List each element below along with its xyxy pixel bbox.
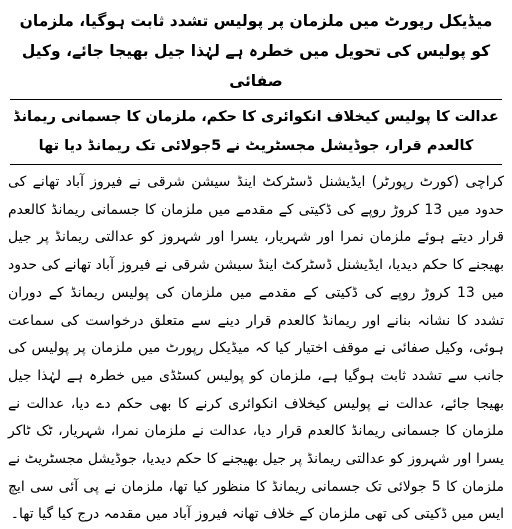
article-body <box>6 169 506 529</box>
article-subheadline: عدالت کا پولیس کیخلاف انکوائری کا حکم، ملزمان کا جسمانی ریمانڈ کالعدم قرار، جوڈیشل مجسٹریٹ نے 5جولائی تک ریمانڈ دیا تھا <box>13 109 499 154</box>
article-headline: میڈیکل رپورٹ میں ملزمان پر پولیس تشدد ثابت ہوگیا، ملزمان کو پولیس کی تحویل میں خطرہ ہے لہٰذا جیل بھیجا جائے، وکیل صفائی <box>19 12 493 90</box>
subheadline-divider <box>10 164 502 165</box>
article-dateline: کراچی (کورٹ رپورٹر) <box>371 174 505 190</box>
article-body-text: ایڈیشنل ڈسٹرکٹ اینڈ سیشن شرقی نے فیروز آباد تھانے کی حدود میں 13 کروڑ روپے کی ڈکیتی کے مقدمے میں ملزمان کا جسمانی ریمانڈ کالعدم قرار دیتے ہوئے ملزمان نمرا اور شہریار، یسرا اور شہروز کو عدالتی ریمانڈ پر جیل بھیجنے کا حکم دیدیا، ایڈیشنل ڈسٹرکٹ اینڈ سیشن شرقی نے فیروز آباد تھانے کی حدود میں 13 کروڑ روپے کی ڈکیتی کے مقدمے میں ملزمان کی پولیس ریمانڈ کے دوران تشدد کا نشانہ بنانے اور ریمانڈ کالعدم قرار دینے سے متعلق درخواست کی سماعت ہوئی، وکیل صفائی نے موقف اختیار کیا کہ میڈیکل رپورٹ میں ملزمان پر پولیس کی جانب سے تشدد ثابت ہوگیا ہے، ملزمان کو پولیس کسٹڈی میں خطرہ ہے لہٰذا جیل بھیجا جائے، عدالت نے پولیس کیخلاف انکوائری کرنے کا بھی حکم دے دیا، عدالت نے ملزمان کا جسمانی ریمانڈ کالعدم قرار دیا، عدالت نے ملزمان نمرا، شہریار، ٹک ٹاکر یسرا اور شہروز کو عدالتی ریمانڈ پر جیل بھیجنے کا حکم دیدیا، جوڈیشل مجسٹریٹ نے ملزمان کا 5 جولائی تک جسمانی ریمانڈ کا منظور کیا تھا، ملزمان نے پی آئی سی ایچ ایس میں ڈکیتی کی تھی ملزمان کے خلاف تھانہ فیروز آباد میں مقدمہ درج کیا گیا تھا۔ <box>8 174 504 523</box>
headline-divider <box>10 99 502 100</box>
